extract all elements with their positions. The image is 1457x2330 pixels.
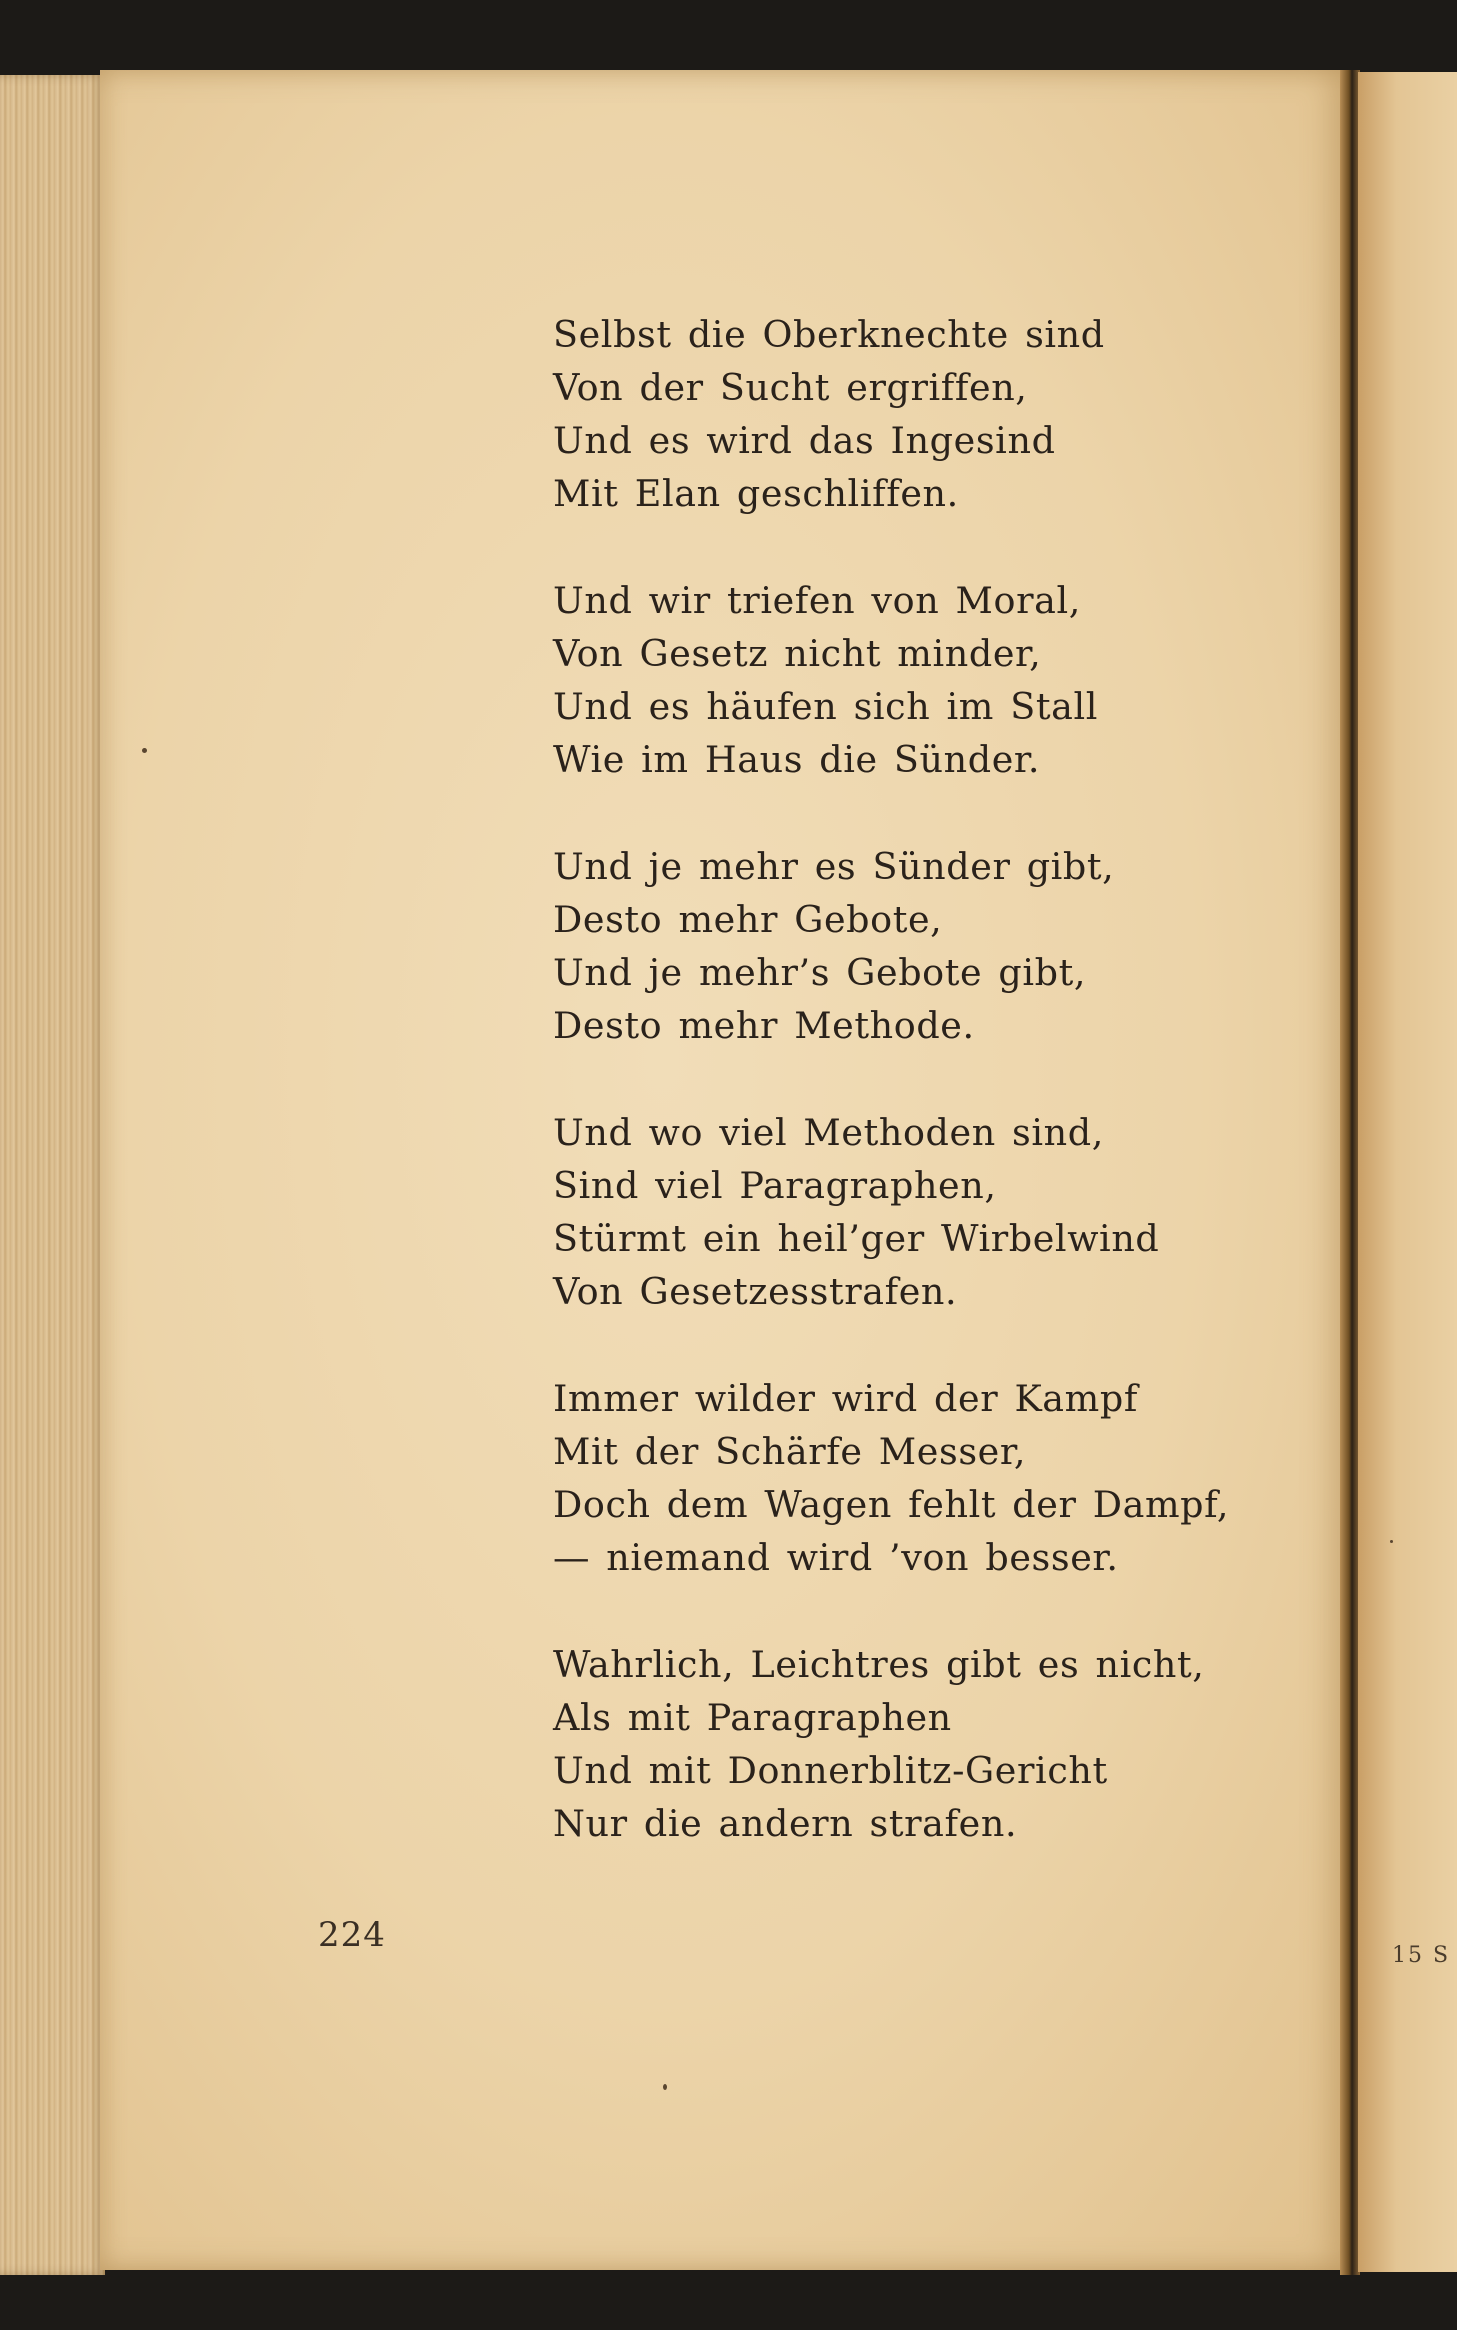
poem-line: Desto mehr Gebote, bbox=[553, 898, 943, 941]
page-edge-stack bbox=[0, 75, 105, 2275]
poem-line: Mit Elan geschliffen. bbox=[553, 472, 959, 515]
stanza bbox=[553, 1106, 1229, 1318]
poem-line: Stürmt ein heil’ger Wirbelwind bbox=[553, 1217, 1160, 1260]
poem-line: Und es wird das Ingesind bbox=[553, 419, 1056, 462]
poem-line: Von Gesetz nicht minder, bbox=[553, 632, 1042, 675]
poem-line: Von der Sucht ergriffen, bbox=[553, 366, 1028, 409]
poem-line: Selbst die Oberknechte sind bbox=[553, 313, 1105, 356]
poem-line: Wahrlich, Leichtres gibt es nicht, bbox=[553, 1643, 1205, 1686]
poem-line: Desto mehr Methode. bbox=[553, 1004, 975, 1047]
poem-line: Doch dem Wagen fehlt der Dampf, bbox=[553, 1483, 1230, 1526]
book-gutter bbox=[1340, 70, 1360, 2275]
paper-speck bbox=[663, 2084, 667, 2090]
poem-line: Und wir triefen von Moral, bbox=[553, 579, 1081, 622]
poem-line: Und je mehr’s Gebote gibt, bbox=[553, 951, 1087, 994]
poem-line: Mit der Schärfe Messer, bbox=[553, 1430, 1027, 1473]
poem-line: Als mit Paragraphen bbox=[553, 1696, 952, 1739]
page-number: 224 bbox=[318, 1915, 386, 1955]
poem-line: Von Gesetzesstrafen. bbox=[553, 1270, 958, 1313]
paper-speck bbox=[142, 748, 147, 753]
stanza bbox=[553, 308, 1229, 520]
poem-line: Und je mehr es Sünder gibt, bbox=[553, 845, 1115, 888]
poem-line: Immer wilder wird der Kampf bbox=[553, 1377, 1138, 1420]
poem-line: Und es häufen sich im Stall bbox=[553, 685, 1098, 728]
poem-line: Und mit Donnerblitz-Gericht bbox=[553, 1749, 1108, 1792]
stanza bbox=[553, 1638, 1229, 1850]
poem-line: Und wo viel Methoden sind, bbox=[553, 1111, 1104, 1154]
poem-line: Sind viel Paragraphen, bbox=[553, 1164, 997, 1207]
poem-line: — niemand wird ’von besser. bbox=[553, 1536, 1119, 1579]
right-page-mark: 15 S bbox=[1392, 1943, 1451, 1968]
poem-line: Wie im Haus die Sünder. bbox=[553, 738, 1041, 781]
paper-speck bbox=[1390, 1540, 1393, 1543]
right-page-edge bbox=[1358, 72, 1457, 2272]
stanza bbox=[553, 1372, 1229, 1584]
stanza bbox=[553, 574, 1229, 786]
poem-line: Nur die andern strafen. bbox=[553, 1802, 1018, 1845]
stanza bbox=[553, 840, 1229, 1052]
poem bbox=[553, 308, 1229, 1904]
